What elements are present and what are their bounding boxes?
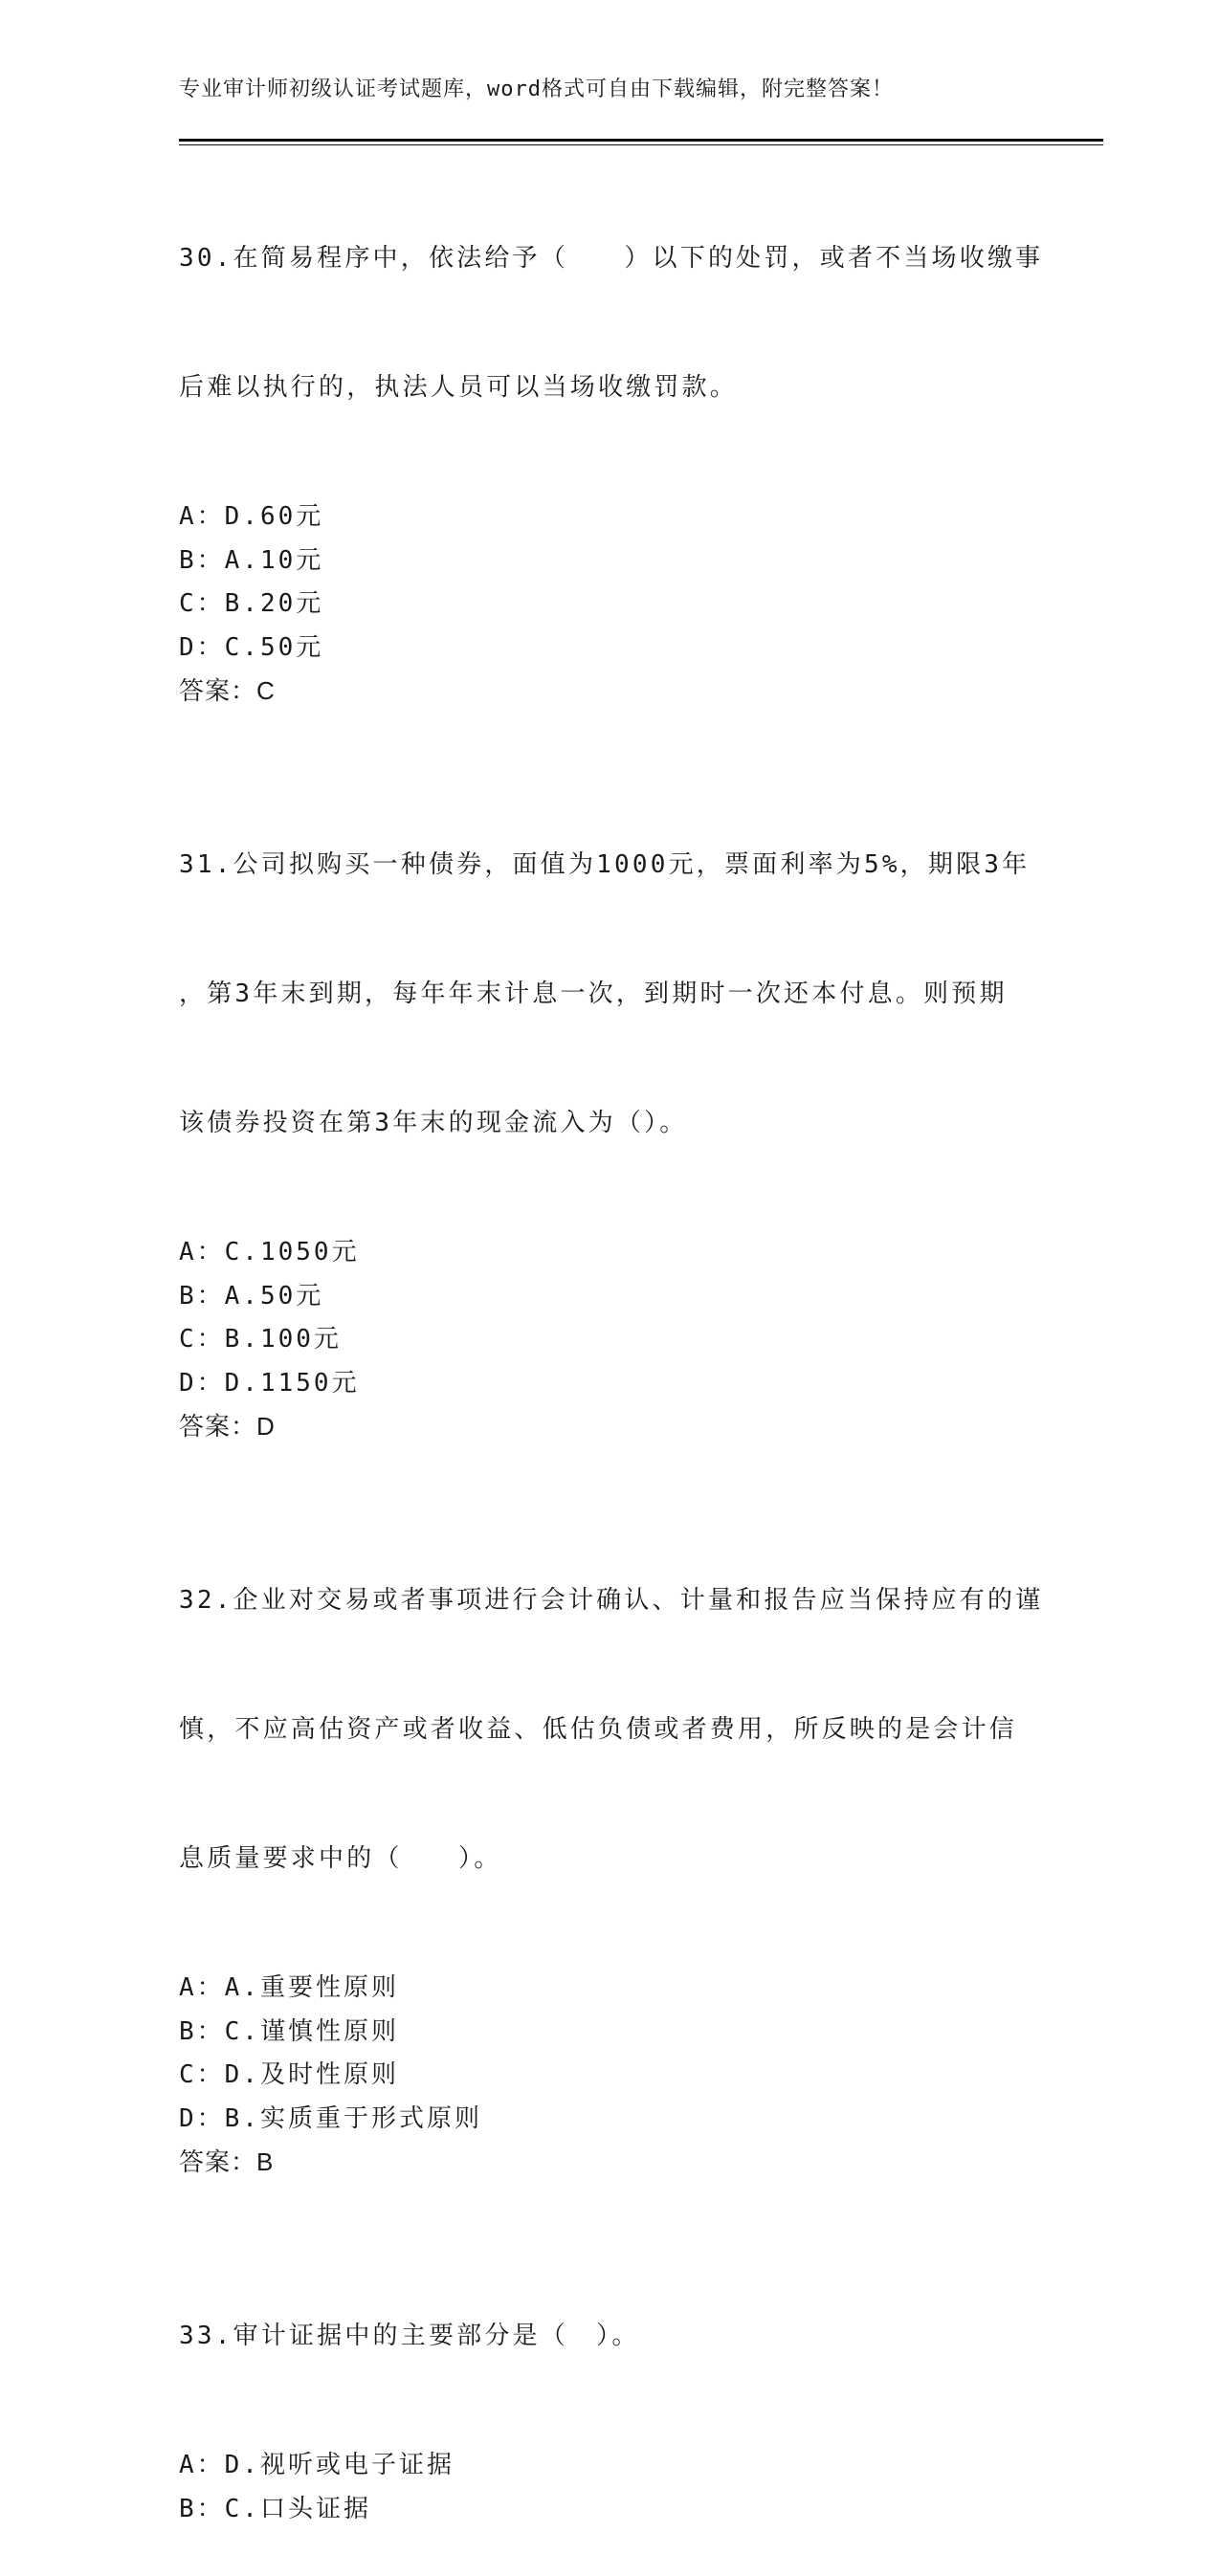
stem-line: 慎，不应高估资产或者收益、低估负债或者费用，所反映的是会计信 xyxy=(179,1715,1018,1744)
option-c: C：B.20元 xyxy=(179,589,324,618)
option-c: C：D.及时性原则 xyxy=(179,2060,399,2089)
question-list xyxy=(179,151,1044,2576)
question-stem xyxy=(179,151,1044,495)
answer: 答案：C xyxy=(179,676,276,705)
option-b: B：C.谨慎性原则 xyxy=(179,2016,399,2046)
stem-line: 31.公司拟购买一种债券，面值为1000元，票面利率为5%，期限3年 xyxy=(179,850,1031,879)
option-a: A：C.1050元 xyxy=(179,1238,360,1266)
answer: 答案：D xyxy=(179,1412,276,1441)
stem-line: 33.审计证据中的主要部分是（ ）。 xyxy=(179,2322,640,2350)
option-d: D：B.实质重于形式原则 xyxy=(179,2103,482,2133)
stem-line: 后难以执行的，执法人员可以当场收缴罚款。 xyxy=(179,373,739,402)
option-b: B：A.10元 xyxy=(179,545,324,575)
stem-line: 该债券投资在第3年末的现金流入为（）。 xyxy=(179,1109,688,1137)
stem-line: ，第3年末到期，每年年末计息一次，到期时一次还本付息。则预期 xyxy=(179,980,1008,1008)
option-a: A：D.视听或电子证据 xyxy=(179,2451,455,2479)
question-stem xyxy=(179,758,1040,1231)
option-b: B：C.口头证据 xyxy=(179,2494,371,2523)
header-rule xyxy=(179,139,1103,142)
answer: 答案：B xyxy=(179,2147,275,2176)
option-a: A：A.重要性原则 xyxy=(179,1973,399,2002)
stem-line: 30.在简易程序中，依法给予（ ）以下的处罚，或者不当场收缴事 xyxy=(179,244,1044,273)
question-32 xyxy=(179,1493,1044,2184)
stem-line: 息质量要求中的（ ）。 xyxy=(179,1844,502,1873)
question-stem xyxy=(179,1493,1044,1967)
question-stem xyxy=(179,2229,1040,2444)
option-d: D：D.1150元 xyxy=(179,1368,360,1398)
question-33 xyxy=(179,2229,1040,2531)
option-d: D：C.50元 xyxy=(179,632,324,662)
option-c: C：B.100元 xyxy=(179,1325,342,1354)
stem-line: 32.企业对交易或者事项进行会计确认、计量和报告应当保持应有的谨 xyxy=(179,1586,1044,1615)
option-a: A：D.60元 xyxy=(179,502,324,531)
option-b: B：A.50元 xyxy=(179,1281,324,1310)
header-rule-thin xyxy=(179,144,1103,145)
question-30 xyxy=(179,151,1044,713)
page-header: 专业审计师初级认证考试题库，word格式可自由下载编辑，附完整答案！ xyxy=(179,77,894,101)
question-31 xyxy=(179,758,1040,1448)
